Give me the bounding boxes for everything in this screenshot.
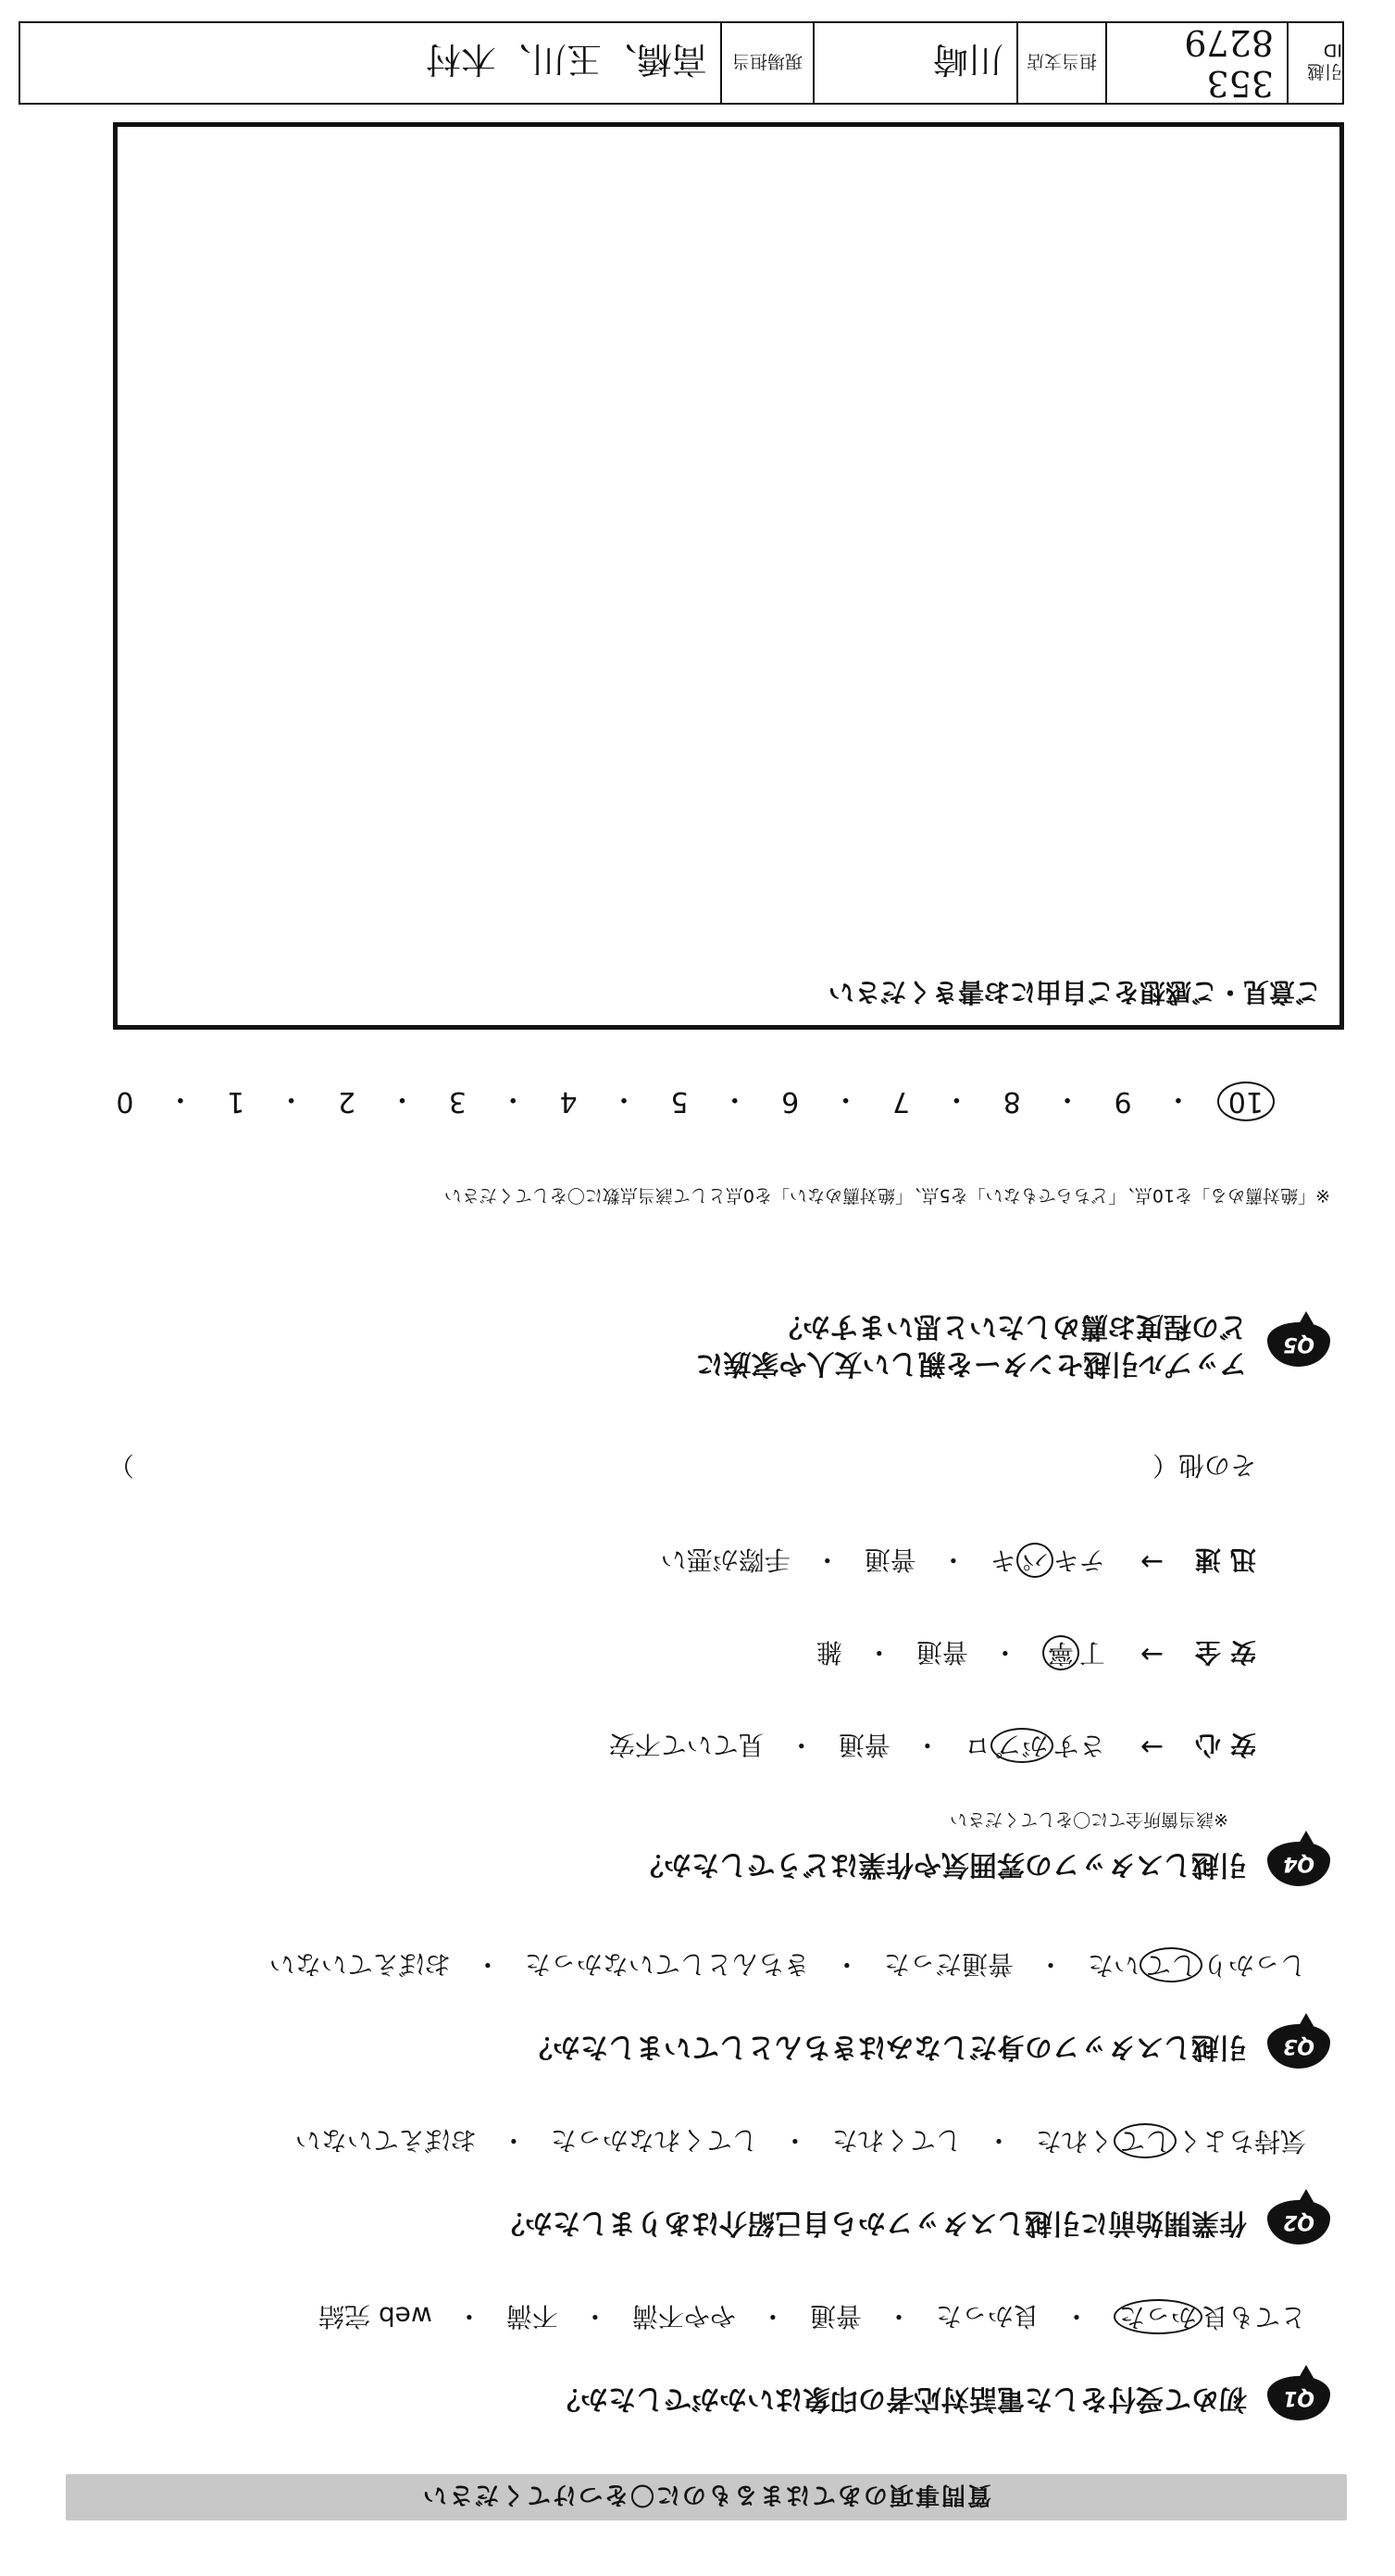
q4-text: 引越しスタッフの雰囲気や作業はどうでしたか？	[636, 1848, 1247, 1881]
scale-option[interactable]: 3	[448, 1085, 467, 1119]
comment-box[interactable]	[113, 122, 1344, 1030]
q4-other-close: ）	[108, 1450, 135, 1481]
question-2	[497, 2200, 1330, 2245]
q4-safety-normal[interactable]: 普通	[915, 1637, 968, 1669]
q2-options: 気持ちよくしてくれた ・ してくれた ・ してくれなかった ・ おぼえていない	[295, 2123, 1306, 2161]
q1-option-good[interactable]: 良かった	[935, 2301, 1040, 2332]
q1-options: とても良かった ・ 良かった ・ 普通 ・ やや不満 ・ 不満 ・ web 完結	[318, 2299, 1306, 2337]
q5-note: ※「絶対薦める」を10点、「どちらでもない」を5点、「絶対薦めない」を0点として該当点数に〇をしてください	[443, 1185, 1330, 1206]
q3-option-neat[interactable]: しっかりしていた	[1088, 1947, 1306, 1985]
q4-row-speed: 迅速 → テキパキ ・ 普通 ・ 手際が悪い	[661, 1543, 1256, 1581]
scale-option[interactable]: 0	[116, 1085, 134, 1119]
branch-label: 担当支店	[1016, 23, 1105, 103]
q1-text: 初めて受付をした電話対応者の印象はいかがでしたか？	[553, 2382, 1247, 2415]
q4-relief-pro[interactable]: さすがプロ	[965, 1728, 1105, 1766]
scale-option[interactable]: 2	[338, 1085, 356, 1119]
scale-option[interactable]: 8	[1003, 1085, 1021, 1119]
q5-text-line1: アップル引越センターを親しい友人や家族に	[695, 1347, 1247, 1380]
q4-speed-normal[interactable]: 普通	[864, 1544, 916, 1576]
q3-option-dont-remember[interactable]: おぼえていない	[268, 1949, 451, 1981]
scale-option-10-selected[interactable]: 10	[1217, 1082, 1275, 1122]
q4-row-safety: 安全 → 丁寧 ・ 普通 ・ 雑	[816, 1635, 1256, 1673]
q2-option-dont-remember[interactable]: おぼえていない	[294, 2125, 477, 2157]
q4-row-relief: 安心 → さすがプロ ・ 普通 ・ 見ていて不安	[609, 1728, 1256, 1766]
q1-option-web[interactable]: web 完結	[318, 2301, 432, 2332]
q1-option-unsatisfied[interactable]: 不満	[505, 2301, 558, 2332]
q3-options: しっかりしていた ・ 普通だった ・ きちんとしていなかった ・ おぼえていない	[269, 1947, 1306, 1985]
q1-option-normal[interactable]: 普通	[809, 2301, 862, 2332]
answer-circle: して	[1140, 1947, 1202, 1982]
instructions-text: 質問事項のあてはまるものに〇をつけてください	[421, 2481, 992, 2509]
answer-circle: かった	[1114, 2299, 1202, 2334]
q4-safety-careful[interactable]: 丁寧	[1042, 1635, 1105, 1673]
question-1	[553, 2376, 1330, 2420]
q2-option-pleasantly[interactable]: 気持ちよくしてくれた	[1036, 2123, 1306, 2161]
scale-option[interactable]: 4	[559, 1085, 578, 1119]
comment-label: ご意見・ご感想をご自由にお書きください	[828, 977, 1321, 1007]
q1-badge: Q1	[1267, 2376, 1330, 2420]
q3-option-not-neat[interactable]: きちんとしていなかった	[524, 1949, 810, 1981]
q3-option-normal[interactable]: 普通だった	[883, 1949, 1014, 1981]
footer-table	[19, 21, 1344, 105]
question-4	[636, 1842, 1330, 1886]
answer-circle: して	[1114, 2123, 1177, 2158]
q1-option-somewhat-unsatisfied[interactable]: やや不満	[631, 2301, 736, 2332]
leader-value: 高橋、玉川、木村	[425, 39, 707, 81]
scale-option[interactable]: 7	[891, 1085, 911, 1119]
q3-badge: Q3	[1267, 2024, 1330, 2069]
question-3	[525, 2024, 1330, 2069]
instructions-header	[66, 2474, 1347, 2520]
q4-safety-rough[interactable]: 雑	[816, 1637, 842, 1669]
q5-text-line2: どの程度お薦めしたいと思いますか？	[775, 1310, 1247, 1343]
q4-row-label: 安心	[1185, 1730, 1256, 1761]
answer-circle: パ	[1016, 1543, 1053, 1578]
move-id-label: 引越 ID	[1287, 23, 1342, 103]
branch-value: 川崎	[813, 23, 1016, 103]
question-5	[696, 1307, 1331, 1382]
scale-option[interactable]: 6	[781, 1085, 800, 1119]
move-id-value: 353 8279	[1105, 23, 1287, 103]
q2-badge: Q2	[1267, 2200, 1330, 2245]
leader-label: 現場担当	[720, 23, 813, 103]
scale-option[interactable]: 9	[1114, 1085, 1132, 1119]
q1-option-very-good[interactable]: とても良かった	[1114, 2299, 1306, 2337]
q2-option-did[interactable]: してくれた	[831, 2125, 962, 2157]
q4-relief-normal[interactable]: 普通	[838, 1730, 891, 1761]
scale-option[interactable]: 5	[670, 1085, 689, 1119]
arrow-right-icon: →	[1140, 1638, 1164, 1670]
arrow-right-icon: →	[1140, 1545, 1164, 1578]
q4-speed-brisk[interactable]: テキパキ	[990, 1543, 1105, 1581]
q2-text: 作業開始前に引越しスタッフから自己紹介はありましたか？	[497, 2207, 1247, 2239]
q5-badge: Q5	[1267, 1322, 1330, 1367]
q4-speed-clumsy[interactable]: 手際が悪い	[660, 1544, 791, 1576]
answer-circle: がプ	[990, 1728, 1053, 1763]
q4-row-label: 迅速	[1185, 1544, 1256, 1576]
q4-relief-anxious[interactable]: 見ていて不安	[608, 1730, 765, 1761]
answer-circle: 寧	[1042, 1635, 1079, 1670]
q4-badge: Q4	[1267, 1842, 1330, 1886]
q5-scale: 10 ・ 9 ・ 8 ・ 7 ・ 6 ・ 5 ・ 4 ・ 3 ・ 2 ・ 1 ・ 0	[108, 1082, 1275, 1122]
scale-option[interactable]: 1	[227, 1085, 245, 1119]
arrow-right-icon: →	[1140, 1731, 1164, 1763]
q3-text: 引越しスタッフの身だしなみはきちんとしていましたか？	[525, 2031, 1247, 2063]
q4-row-label: 安全	[1185, 1637, 1256, 1669]
q4-note: ※該当箇所全てに〇をしてください	[950, 1809, 1228, 1830]
q4-other-label: その他（	[1152, 1450, 1256, 1481]
q2-option-did-not[interactable]: してくれなかった	[550, 2125, 758, 2157]
q4-other	[108, 1448, 1256, 1485]
